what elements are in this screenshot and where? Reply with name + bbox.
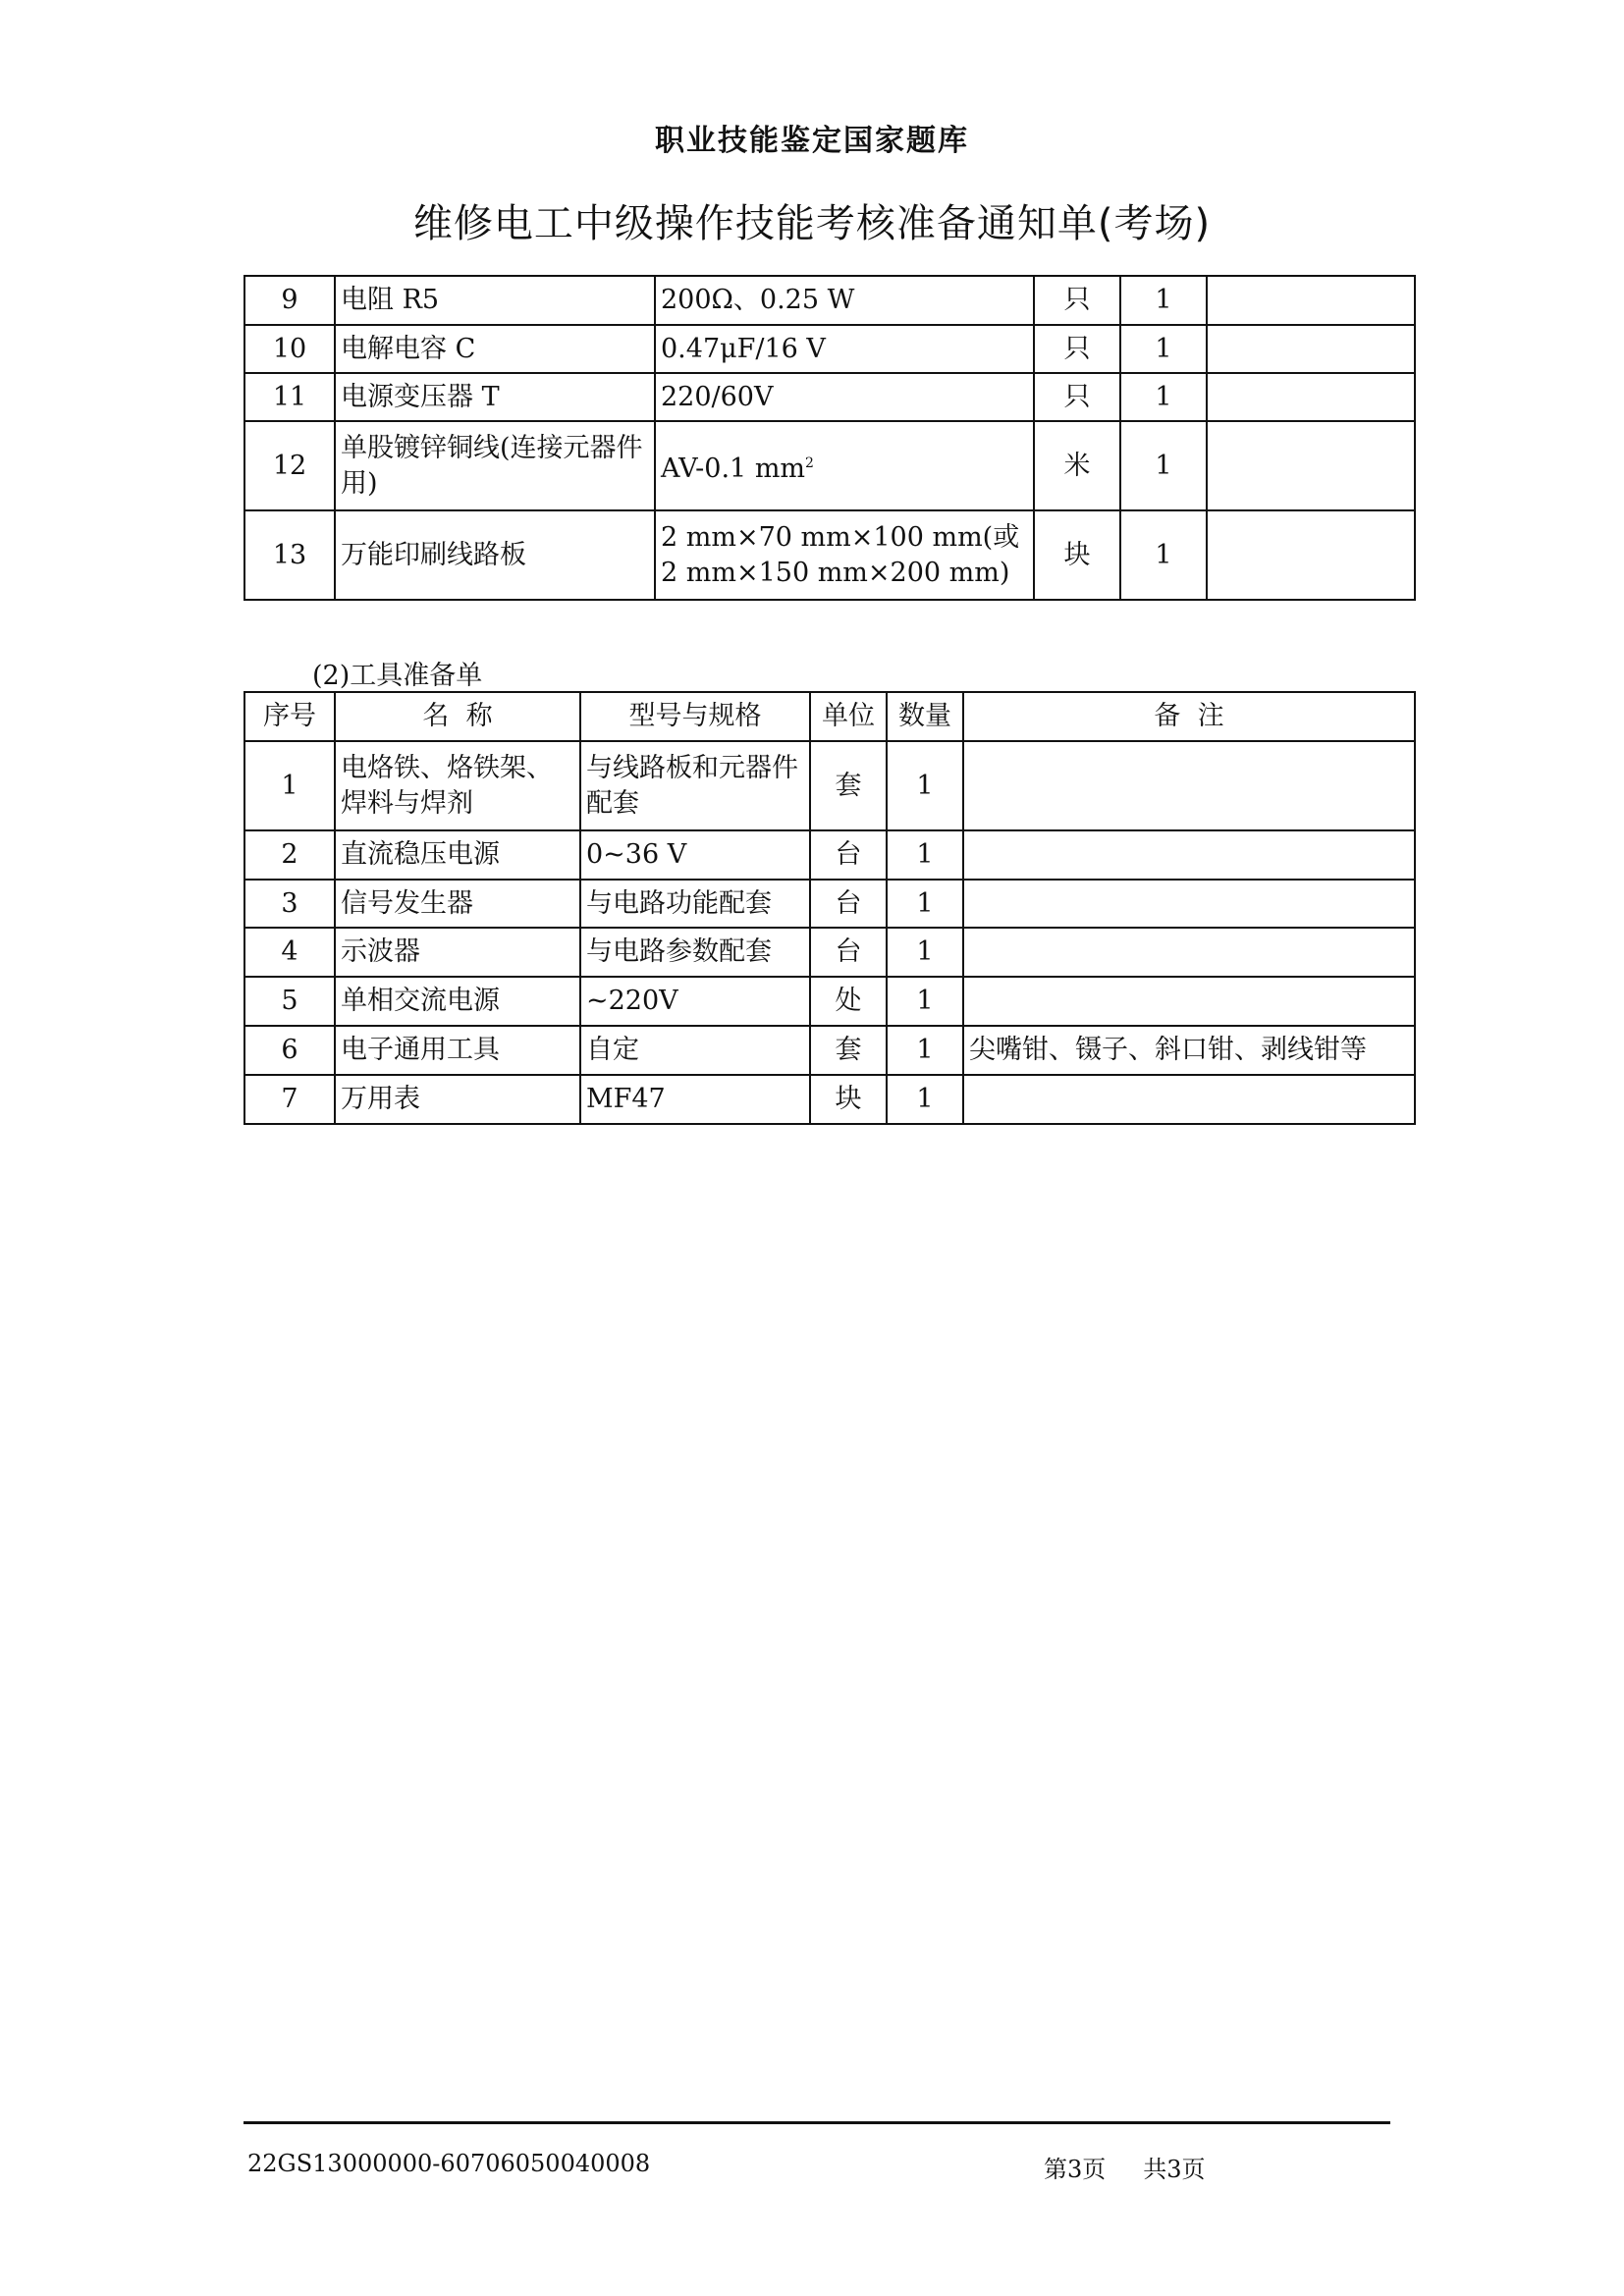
table-row <box>244 325 1415 373</box>
item-note <box>1207 421 1415 510</box>
row-number: 9 <box>244 276 335 325</box>
tool-unit: 块 <box>810 1075 887 1124</box>
table-row <box>244 373 1415 421</box>
column-header: 数量 <box>887 692 963 741</box>
item-note <box>1207 373 1415 421</box>
table-row <box>244 510 1415 600</box>
table-row <box>244 741 1415 830</box>
item-name: 单股镀锌铜线(连接元器件用) <box>335 421 655 510</box>
table-row <box>244 977 1415 1026</box>
item-unit: 只 <box>1034 276 1120 325</box>
tool-spec: 与线路板和元器件配套 <box>580 741 810 830</box>
footer-document-code: 22GS13000000-60706050040008 <box>247 2150 651 2177</box>
item-note <box>1207 276 1415 325</box>
tool-spec: 0~36 V <box>580 830 810 880</box>
row-number: 10 <box>244 325 335 373</box>
tool-spec: 自定 <box>580 1026 810 1075</box>
item-qty: 1 <box>1120 421 1207 510</box>
item-name: 电源变压器 T <box>335 373 655 421</box>
row-number: 7 <box>244 1075 335 1124</box>
row-number: 11 <box>244 373 335 421</box>
table-row <box>244 1075 1415 1124</box>
tool-unit: 套 <box>810 741 887 830</box>
item-spec: 2 mm×70 mm×100 mm(或 2 mm×150 mm×200 mm) <box>655 510 1034 600</box>
column-header: 单位 <box>810 692 887 741</box>
table-row <box>244 928 1415 977</box>
tool-note: 尖嘴钳、镊子、斜口钳、剥线钳等 <box>963 1026 1415 1075</box>
column-header: 备 注 <box>963 692 1415 741</box>
item-note <box>1207 510 1415 600</box>
spec-superscript: 2 <box>805 454 814 471</box>
tool-note <box>963 1075 1415 1124</box>
column-header: 型号与规格 <box>580 692 810 741</box>
tool-qty: 1 <box>887 830 963 880</box>
tool-spec: MF47 <box>580 1075 810 1124</box>
item-qty: 1 <box>1120 276 1207 325</box>
tool-name: 示波器 <box>335 928 580 977</box>
tools-section-heading: (2)工具准备单 <box>312 661 483 691</box>
item-name: 万能印刷线路板 <box>335 510 655 600</box>
tool-spec: 与电路参数配套 <box>580 928 810 977</box>
table-row <box>244 421 1415 510</box>
table-row <box>244 880 1415 928</box>
item-unit: 只 <box>1034 325 1120 373</box>
footer-divider <box>244 2121 1390 2124</box>
page-total: 共3页 <box>1143 2156 1206 2183</box>
row-number: 4 <box>244 928 335 977</box>
column-header: 序号 <box>244 692 335 741</box>
tool-unit: 处 <box>810 977 887 1026</box>
tool-note <box>963 928 1415 977</box>
tool-note <box>963 977 1415 1026</box>
tool-spec: ~220V <box>580 977 810 1026</box>
row-number: 12 <box>244 421 335 510</box>
row-number: 1 <box>244 741 335 830</box>
tool-note <box>963 830 1415 880</box>
item-note <box>1207 325 1415 373</box>
tool-name: 单相交流电源 <box>335 977 580 1026</box>
item-unit: 只 <box>1034 373 1120 421</box>
tool-name: 直流稳压电源 <box>335 830 580 880</box>
row-number: 5 <box>244 977 335 1026</box>
tool-unit: 台 <box>810 928 887 977</box>
materials-table <box>244 275 1416 601</box>
table-header-row <box>244 692 1415 741</box>
item-unit: 米 <box>1034 421 1120 510</box>
tool-name: 万用表 <box>335 1075 580 1124</box>
document-title: 维修电工中级操作技能考核准备通知单(考场) <box>412 201 1212 246</box>
row-number: 3 <box>244 880 335 928</box>
tool-qty: 1 <box>887 928 963 977</box>
item-spec: 0.47μF/16 V <box>655 325 1034 373</box>
tool-unit: 台 <box>810 830 887 880</box>
item-name: 电阻 R5 <box>335 276 655 325</box>
item-spec: 220/60V <box>655 373 1034 421</box>
tool-qty: 1 <box>887 977 963 1026</box>
row-number: 13 <box>244 510 335 600</box>
item-qty: 1 <box>1120 325 1207 373</box>
table-row <box>244 1026 1415 1075</box>
column-header: 名 称 <box>335 692 580 741</box>
tool-note <box>963 741 1415 830</box>
item-unit: 块 <box>1034 510 1120 600</box>
row-number: 6 <box>244 1026 335 1075</box>
item-qty: 1 <box>1120 510 1207 600</box>
page-number: 第3页 <box>1044 2156 1107 2183</box>
spec-text: AV-0.1 mm <box>661 453 806 484</box>
tool-note <box>963 880 1415 928</box>
item-name: 电解电容 C <box>335 325 655 373</box>
item-qty: 1 <box>1120 373 1207 421</box>
table-row <box>244 830 1415 880</box>
footer-page-info <box>1044 2150 1206 2184</box>
tool-qty: 1 <box>887 1075 963 1124</box>
tool-name: 电烙铁、烙铁架、焊料与焊剂 <box>335 741 580 830</box>
tool-spec: 与电路功能配套 <box>580 880 810 928</box>
tool-qty: 1 <box>887 1026 963 1075</box>
tools-table <box>244 691 1416 1125</box>
tool-name: 电子通用工具 <box>335 1026 580 1075</box>
item-spec: 200Ω、0.25 W <box>655 276 1034 325</box>
item-spec <box>655 421 1034 510</box>
row-number: 2 <box>244 830 335 880</box>
tool-name: 信号发生器 <box>335 880 580 928</box>
tool-unit: 套 <box>810 1026 887 1075</box>
tool-qty: 1 <box>887 880 963 928</box>
question-bank-title: 职业技能鉴定国家题库 <box>655 124 969 158</box>
tool-qty: 1 <box>887 741 963 830</box>
table-row <box>244 276 1415 325</box>
tool-unit: 台 <box>810 880 887 928</box>
